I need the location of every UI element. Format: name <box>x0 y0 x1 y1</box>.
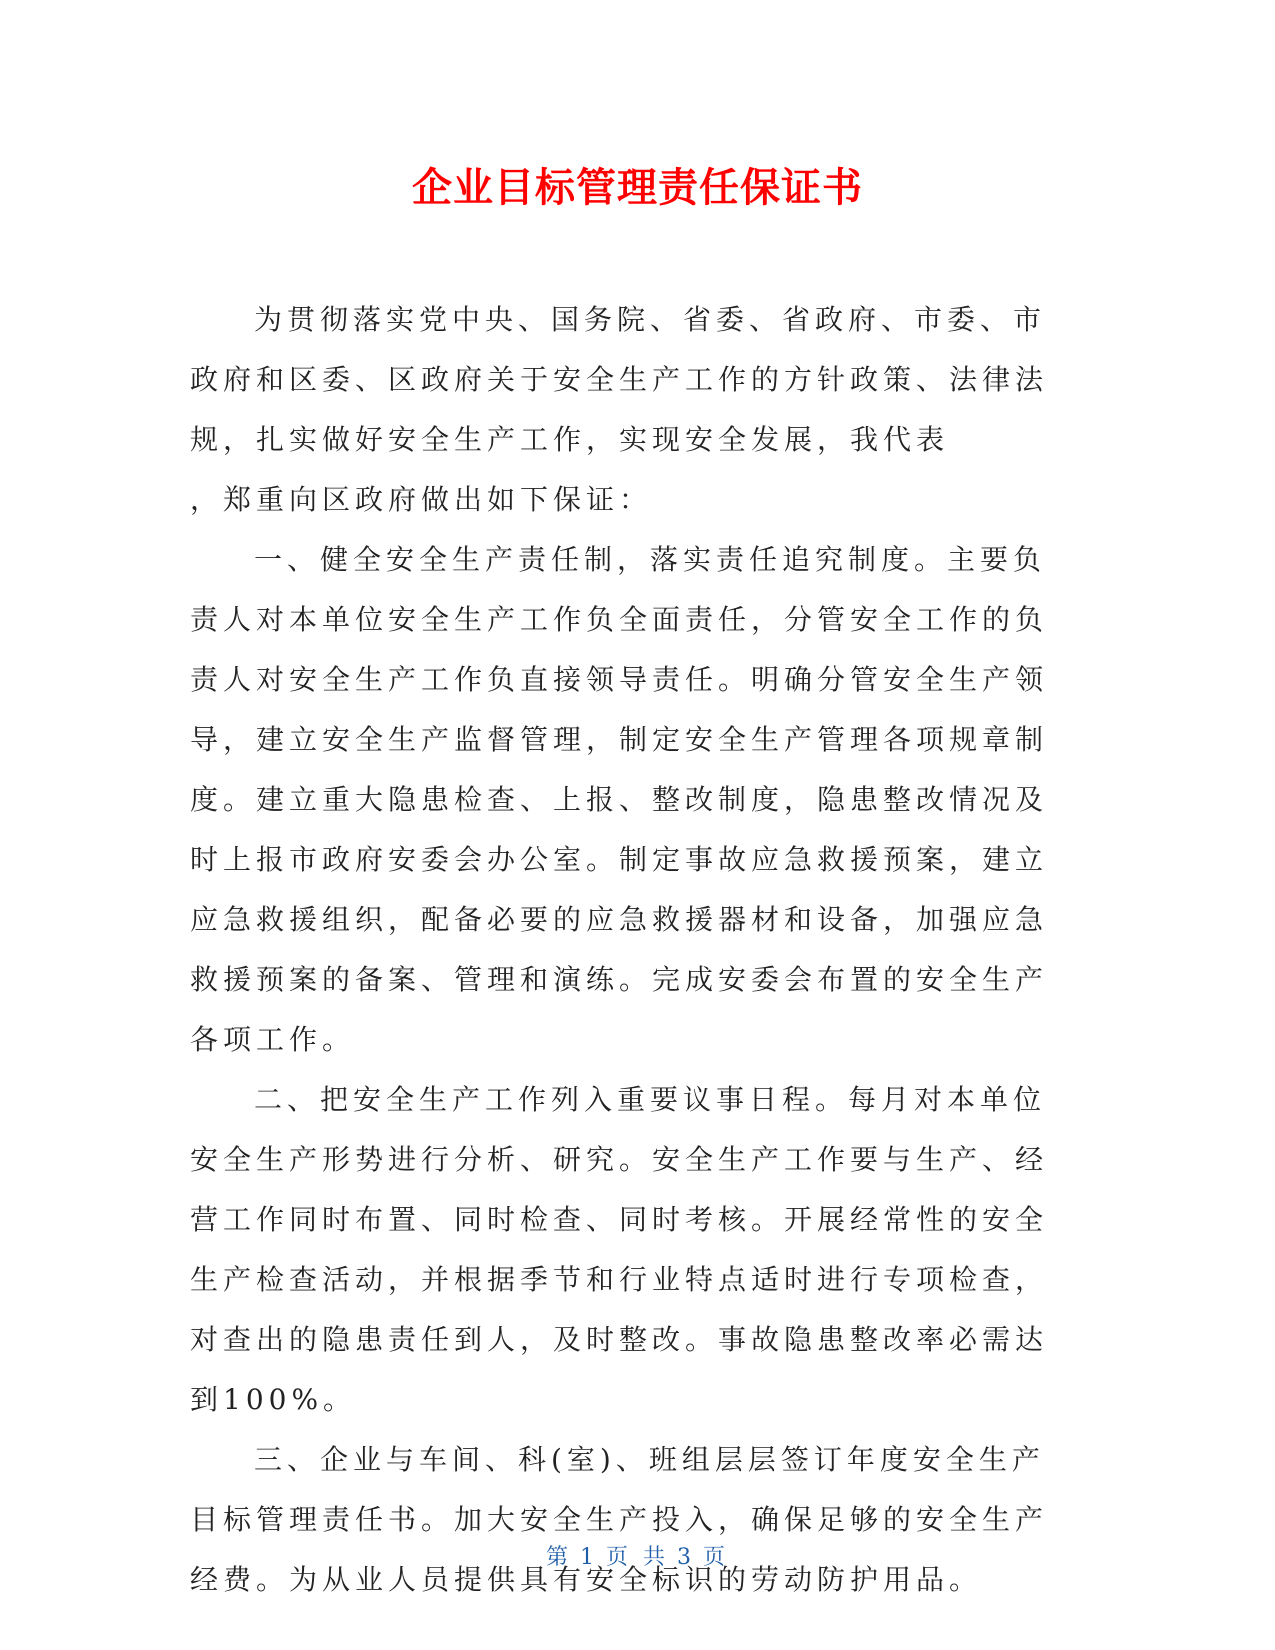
document-title: 企业目标管理责任保证书 <box>412 165 863 211</box>
footer-prefix: 第 <box>545 1545 572 1570</box>
footer-suffix: 页 <box>703 1545 730 1570</box>
paragraph-item-1: 一、健全安全生产责任制，落实责任追究制度。主要负责人对本单位安全生产工作负全面责任，分管安全工作的负责人对安全生产工作负直接领导责任。明确分管安全生产领导，建立安全生产监督管理，制定安全生产管理各项规章制度。建立重大隐患检查、上报、整改制度，隐患整改情况及时上报市政府安委会办公室。制定事故应急救援预案，建立应急救援组织，配备必要的应急救援器材和设备，加强应急救援预案的备案、管理和演练。完成安委会布置的安全生产各项工作。 <box>190 543 1049 1056</box>
footer-current-page: 1 <box>580 1545 598 1570</box>
paragraph-item-2: 二、把安全生产工作列入重要议事日程。每月对本单位安全生产形势进行分析、研究。安全生产工作要与生产、经营工作同时布置、同时检查、同时考核。开展经常性的安全生产检查活动，并根据季节和行业特点适时进行专项检查，对查出的隐患责任到人，及时整改。事故隐患整改率必需达到100%。 <box>190 1083 1049 1416</box>
document-body <box>190 290 1070 1610</box>
footer-total-pages: 3 <box>677 1545 695 1570</box>
footer-mid: 页 共 <box>606 1545 669 1570</box>
paragraph-item-3: 三、企业与车间、科(室)、班组层层签订年度安全生产目标管理责任书。加大安全生产投入，确保足够的安全生产经费。为从业人员提供具有安全标识的劳动防护用品。 <box>190 1443 1049 1596</box>
paragraph-pledge-line: ，郑重向区政府做出如下保证： <box>190 483 653 516</box>
paragraph-intro: 为贯彻落实党中央、国务院、省委、省政府、市委、市政府和区委、区政府关于安全生产工作的方针政策、法律法规，扎实做好安全生产工作，实现安全发展，我代表 <box>190 303 1049 456</box>
page-footer <box>0 1540 1275 1571</box>
